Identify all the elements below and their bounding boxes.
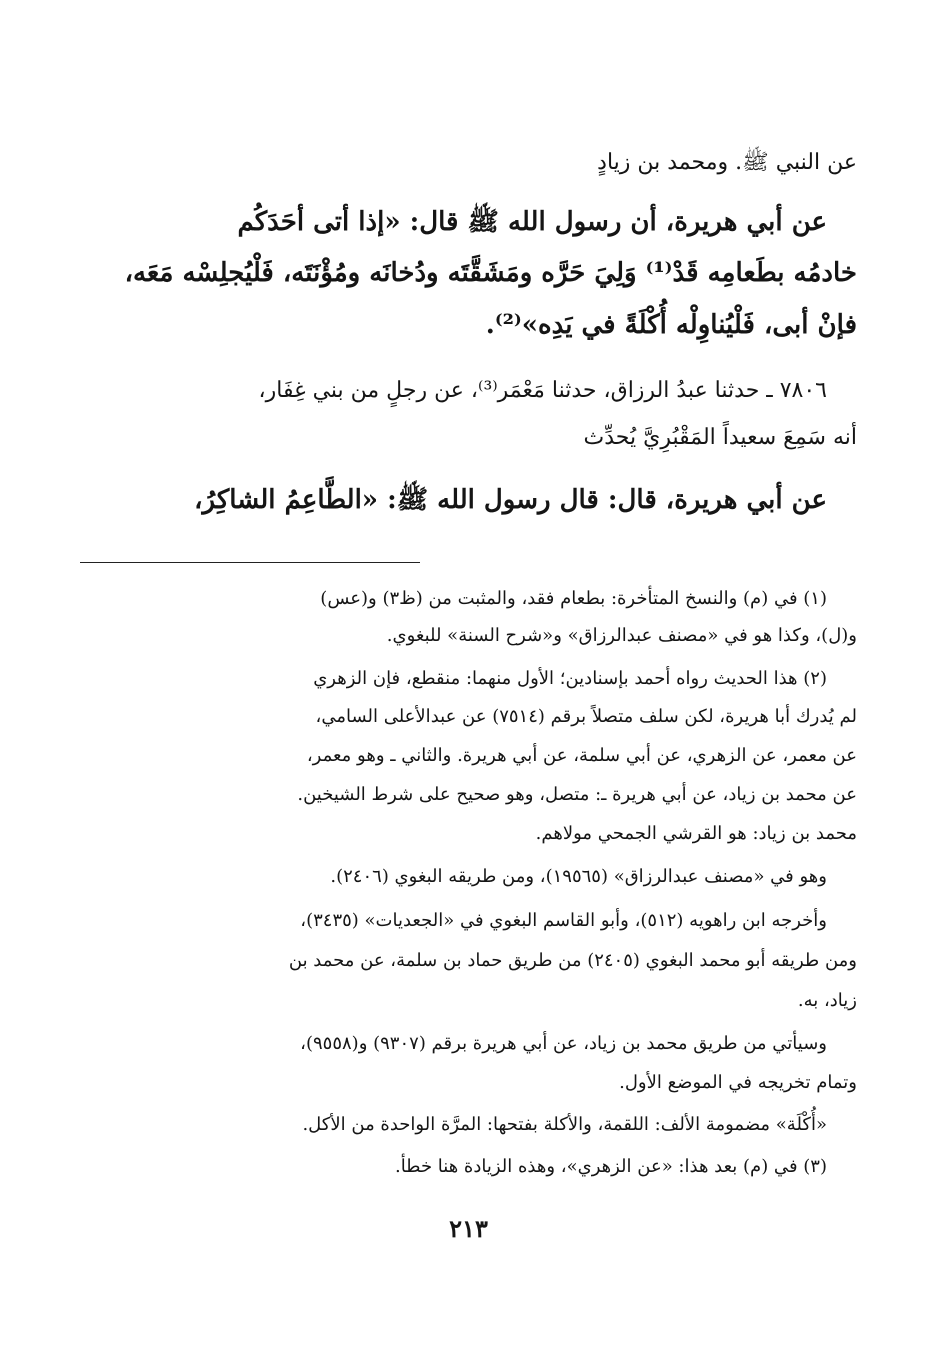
footnote-1-line-b: و(ل)، وكذا هو في «مصنف عبدالرزاق» و«شرح السنة» للبغوي. [386, 625, 857, 646]
footnote-1-line-a: (١) في (م) والنسخ المتأخرة: بطعام فقد، والمثبت من (ظ٣) و(عس) [320, 588, 827, 609]
footnote-2-line-j: وسيأتي من طريق محمد بن زياد، عن أبي هريرة برقم (٩٣٠٧) و(٩٥٥٨)، [300, 1033, 827, 1054]
footnote-2-line-b: لم يُدرك أبا هريرة، لكن سلف متصلاً برقم (٧٥١٤) عن عبدالأعلى السامي، [315, 706, 857, 727]
footnote-2-line-l: «أُكْلَة» مضمومة الألف: اللقمة، والأكلة بفتحها: المرَّة الواحدة من الأكل. [302, 1114, 827, 1135]
footnote-2-line-f: وهو في «مصنف عبدالرزاق» (١٩٥٦٥)، ومن طريقه البغوي (٢٤٠٦). [330, 866, 827, 887]
footnote-separator [80, 562, 420, 563]
footnote-2-line-k: وتمام تخريجه في الموضع الأول. [619, 1072, 857, 1093]
footnote-2-line-i: زياد، به. [797, 990, 857, 1011]
hadith-line-1b: خادمُه بطَعامِه قَدْ⁽¹⁾ وَلِيَ حَرَّه ومَشَقَّتَه ودُخانَه ومُؤْنَتَه، فَلْيُجلِسْه مَعَه، [124, 258, 857, 288]
footnote-2-line-g: وأخرجه ابن راهويه (٥١٢)، وأبو القاسم البغوي في «الجعديات» (٣٤٣٥)، [300, 910, 827, 931]
isnad-line-2: أنه سَمِعَ سعيداً المَقْبُرِيَّ يُحدِّث [583, 425, 857, 450]
page-number: ٢١٣ [449, 1214, 488, 1243]
footnote-2-line-h: ومن طريقه أبو محمد البغوي (٢٤٠٥) من طريق حماد بن سلمة، عن محمد بن [288, 950, 857, 971]
footnote-2-line-c: عن معمر، عن الزهري، عن أبي سلمة، عن أبي هريرة. والثاني ـ وهو معمر، [306, 745, 857, 766]
hadith-line-2: عن أبي هريرة، قال: قال رسول الله ﷺ: «الطَّاعِمُ الشاكِرُ، [194, 485, 827, 515]
footnote-2-line-d: عن محمد بن زياد، عن أبي هريرة ـ: متصل، وهو صحيح على شرط الشيخين. [297, 784, 857, 805]
hadith-line-1a: عن أبي هريرة، أن رسول الله ﷺ قال: «إذا أتى أحَدَكُم [237, 207, 827, 237]
footnote-3-line: (٣) في (م) بعد هذا: «عن الزهري»، وهذه الزيادة هنا خطأ. [394, 1156, 827, 1177]
footnote-2-line-a: (٢) هذا الحديث رواه أحمد بإسنادين؛ الأول منهما: منقطع، فإن الزهري [313, 668, 827, 689]
hadith-line-1c: فإنْ أبى، فَلْيُناوِلْه أُكْلَةً في يَدِه»⁽²⁾. [485, 310, 857, 340]
text-line-1: عن النبي ﷺ. ومحمد بن زيادٍ [597, 150, 857, 175]
footnote-2-line-e: محمد بن زياد: هو القرشي الجمحي مولاهم. [535, 823, 857, 844]
isnad-line-1: ٧٨٠٦ ـ حدثنا عبدُ الرزاق، حدثنا مَعْمَر⁽³⁾، عن رجلٍ من بني غِفَار، [258, 378, 827, 403]
